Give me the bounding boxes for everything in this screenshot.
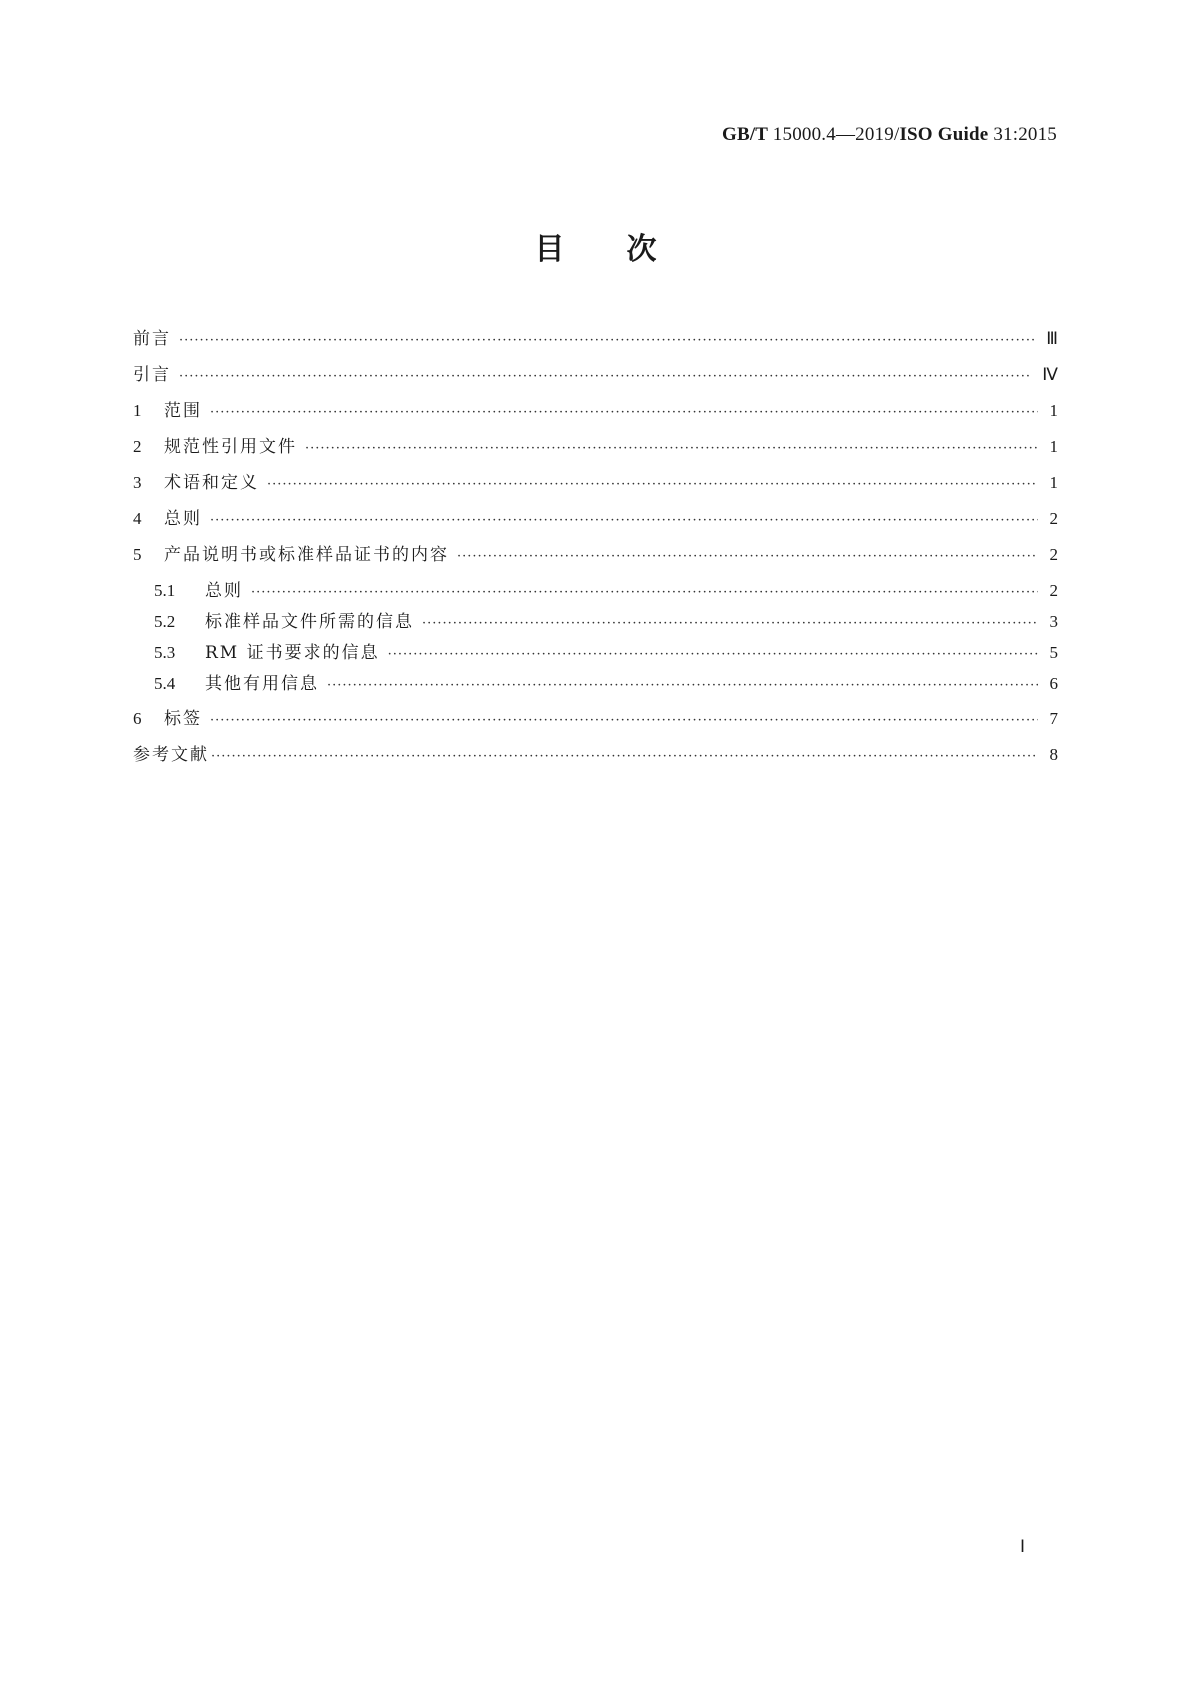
toc-leader (267, 472, 1038, 498)
toc-label: 总则 (164, 509, 202, 529)
page-title: 目次 (534, 232, 719, 267)
standard-code-header (722, 124, 1057, 146)
toc-leader (305, 436, 1038, 462)
toc-entry-5-3[interactable] (154, 640, 1058, 666)
toc-entry-3[interactable] (133, 470, 1058, 496)
toc-leader (388, 642, 1038, 668)
toc-leader (210, 400, 1038, 426)
toc-page: 7 (1049, 709, 1058, 728)
header-iso: ISO Guide (899, 124, 989, 145)
toc-entry-5-1[interactable] (154, 578, 1058, 604)
toc-leader (327, 673, 1038, 699)
toc-number: 5.4 (154, 674, 176, 693)
toc-page: 6 (1049, 674, 1058, 693)
toc-entry-foreword[interactable] (133, 326, 1058, 352)
toc-leader (211, 744, 1038, 770)
toc-leader (251, 580, 1038, 606)
toc-label: 标准样品文件所需的信息 (205, 612, 414, 632)
toc-entry-1[interactable] (133, 398, 1058, 424)
toc-number: 6 (133, 709, 142, 728)
toc-page: 1 (1049, 473, 1058, 492)
toc-number: 5.1 (154, 581, 176, 600)
toc-entry-4[interactable] (133, 506, 1058, 532)
toc-label: 总则 (205, 581, 243, 601)
toc-label: 规范性引用文件 (164, 437, 297, 457)
toc-entry-5-2[interactable] (154, 609, 1058, 635)
toc-label: 引言 (133, 365, 171, 385)
toc-label: 标签 (164, 709, 202, 729)
toc-label: 产品说明书或标准样品证书的内容 (164, 545, 449, 565)
toc-page: 2 (1049, 581, 1058, 600)
toc-number: 5 (133, 545, 142, 564)
toc-number: 3 (133, 473, 142, 492)
toc-label: 参考文献 (133, 745, 209, 765)
toc-entry-6[interactable] (133, 706, 1058, 732)
toc-number: 4 (133, 509, 142, 528)
toc-page: 5 (1049, 643, 1058, 662)
toc-number: 2 (133, 437, 142, 456)
toc-label: RM 证书要求的信息 (205, 643, 380, 663)
toc-label: 前言 (133, 329, 171, 349)
toc-page: 1 (1049, 437, 1058, 456)
toc-number: 5.3 (154, 643, 176, 662)
toc-page: 2 (1049, 509, 1058, 528)
toc-entry-introduction[interactable] (133, 362, 1058, 388)
toc-leader (210, 508, 1038, 534)
toc-page: Ⅳ (1042, 365, 1058, 384)
header-prefix: GB/T (721, 124, 768, 145)
toc-page: 2 (1049, 545, 1058, 564)
toc-leader (179, 364, 1032, 390)
header-iso-year: 31:2015 (993, 124, 1057, 145)
toc-page: 1 (1049, 401, 1058, 420)
toc-label: 术语和定义 (164, 473, 259, 493)
toc-entry-bibliography[interactable] (133, 742, 1058, 768)
toc-leader (457, 544, 1038, 570)
toc-page: Ⅲ (1046, 329, 1058, 348)
toc-leader (422, 611, 1038, 637)
toc-entry-2[interactable] (133, 434, 1058, 460)
header-number: 15000.4—2019/ (772, 124, 900, 145)
toc-entry-5[interactable] (133, 542, 1058, 568)
toc-number: 1 (133, 401, 142, 420)
page-number: Ⅰ (1020, 1537, 1026, 1556)
toc-number: 5.2 (154, 612, 176, 631)
toc-leader (179, 328, 1036, 354)
toc-page: 8 (1049, 745, 1058, 764)
toc-label: 其他有用信息 (205, 674, 319, 694)
toc-label: 范围 (164, 401, 202, 421)
toc-leader (210, 708, 1038, 734)
toc-entry-5-4[interactable] (154, 671, 1058, 697)
toc-page: 3 (1049, 612, 1058, 631)
